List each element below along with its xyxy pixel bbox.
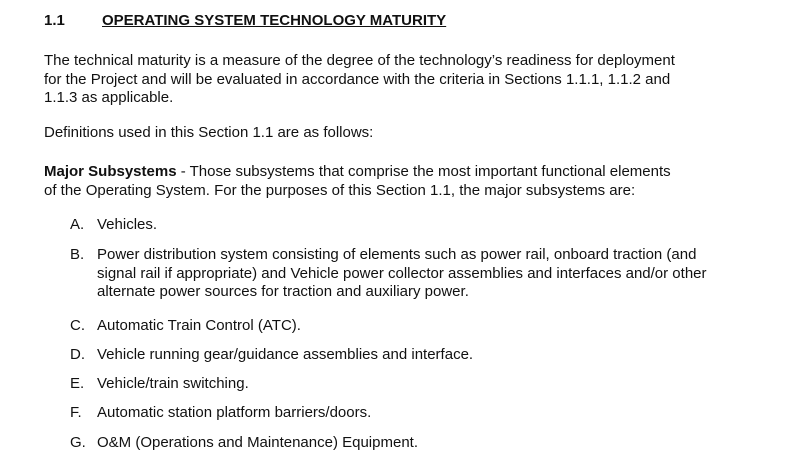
section-number: 1.1 <box>44 12 65 29</box>
list-item-text <box>97 216 747 235</box>
list-item-line: Vehicle/train switching. <box>97 375 249 392</box>
list-item-letter: B. <box>70 246 85 263</box>
list-item-line: Automatic station platform barriers/doors. <box>97 404 372 421</box>
list-item-text <box>97 375 747 394</box>
list-item-line: O&M (Operations and Maintenance) Equipment. <box>97 434 418 451</box>
intro-paragraph <box>44 52 744 108</box>
definitions-intro <box>44 124 744 143</box>
list-item-text <box>97 317 747 336</box>
list-item-text <box>97 346 747 365</box>
list-item-line: Vehicle running gear/guidance assemblies and interface. <box>97 346 474 363</box>
definition-line: of the Operating System. For the purposes of this Section 1.1, the major subsystems are: <box>44 181 636 199</box>
list-item-line: alternate power sources for traction and auxiliary power. <box>97 283 469 300</box>
definitions-intro-text: Definitions used in this Section 1.1 are as follows: <box>44 124 374 141</box>
definition-line <box>44 163 744 182</box>
list-item-letter: E. <box>70 375 85 392</box>
list-item-letter: G. <box>70 434 86 451</box>
major-subsystems-definition <box>44 163 744 200</box>
definition-text: - Those subsystems that comprise the most important functional elements <box>176 163 671 180</box>
list-item-text <box>97 404 747 423</box>
list-item-text <box>97 246 747 302</box>
list-item-letter: C. <box>70 317 85 334</box>
list-item-letter: F. <box>70 404 82 421</box>
definition-term: Major Subsystems <box>44 163 177 180</box>
intro-line: 1.1.3 as applicable. <box>44 89 174 106</box>
list-item-line: Automatic Train Control (ATC). <box>97 317 301 334</box>
list-item-letter: D. <box>70 346 85 363</box>
list-item-letter: A. <box>70 216 85 233</box>
list-item-line: Vehicles. <box>97 216 158 233</box>
intro-line: The technical maturity is a measure of the degree of the technology’s readiness for deployment <box>44 52 675 69</box>
section-title: OPERATING SYSTEM TECHNOLOGY MATURITY <box>102 12 447 29</box>
list-item-text <box>97 434 747 453</box>
list-item-line: Power distribution system consisting of elements such as power rail, onboard traction (and <box>97 246 697 263</box>
section-heading <box>44 12 446 31</box>
intro-line: for the Project and will be evaluated in accordance with the criteria in Sections 1.1.1, 1.1.2 and <box>44 70 671 88</box>
list-item-line: signal rail if appropriate) and Vehicle power collector assemblies and interfaces and/or other <box>97 264 707 282</box>
